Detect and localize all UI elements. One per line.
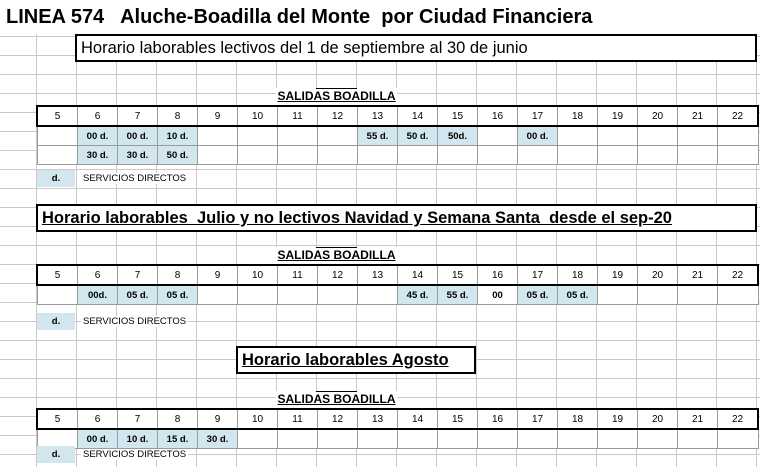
hour-cell: 11 — [278, 409, 318, 429]
empty-cell — [318, 146, 358, 165]
hour-cell: 17 — [518, 409, 558, 429]
empty-cell — [638, 126, 678, 146]
section-3-salidas-label: SALIDAS BOADILLA — [277, 392, 396, 406]
empty-cell — [638, 146, 678, 165]
hour-cell: 9 — [198, 409, 238, 429]
hour-cell: 8 — [158, 265, 198, 285]
empty-cell — [718, 429, 759, 449]
departure-cell: 00 d. — [518, 126, 558, 146]
section-2-table — [36, 264, 759, 305]
empty-cell — [198, 146, 238, 165]
hour-cell: 12 — [318, 265, 358, 285]
hour-cell: 20 — [638, 106, 678, 126]
empty-cell — [238, 285, 278, 305]
empty-cell — [638, 285, 678, 305]
empty-cell — [358, 146, 398, 165]
hour-cell: 7 — [118, 265, 158, 285]
hour-cell: 14 — [398, 106, 438, 126]
departure-cell: 10 d. — [118, 429, 158, 449]
hour-cell: 21 — [678, 409, 718, 429]
hour-cell: 18 — [558, 409, 598, 429]
empty-cell — [478, 146, 518, 165]
hour-cell: 14 — [398, 265, 438, 285]
section-3-heading: Horario laborables Agosto — [236, 346, 476, 374]
departure-cell: 30 d. — [78, 146, 118, 165]
empty-cell — [318, 126, 358, 146]
hour-cell: 22 — [718, 409, 759, 429]
empty-cell — [278, 146, 318, 165]
empty-cell — [278, 126, 318, 146]
section-3-hours-row — [37, 409, 758, 429]
departure-cell: 05 d. — [118, 285, 158, 305]
hour-cell: 6 — [78, 265, 118, 285]
empty-cell — [478, 126, 518, 146]
empty-cell — [518, 429, 558, 449]
legend-text: SERVICIOS DIRECTOS — [83, 172, 187, 184]
hour-cell: 20 — [638, 409, 678, 429]
hour-cell: 19 — [598, 409, 638, 429]
legend-text: SERVICIOS DIRECTOS — [83, 448, 187, 460]
departure-cell: 05 d. — [518, 285, 558, 305]
hour-cell: 5 — [37, 265, 78, 285]
section-2-departures-row-1 — [37, 285, 758, 305]
hour-cell: 10 — [238, 409, 278, 429]
hour-cell: 19 — [598, 106, 638, 126]
empty-cell — [198, 126, 238, 146]
section-1-departures-row-2 — [37, 146, 758, 165]
hour-cell: 5 — [37, 106, 78, 126]
empty-cell — [478, 429, 518, 449]
legend-direct-swatch: d. — [37, 446, 75, 463]
hour-cell: 13 — [358, 106, 398, 126]
hour-cell: 9 — [198, 265, 238, 285]
hour-cell: 10 — [238, 106, 278, 126]
section-2-legend — [37, 312, 188, 330]
hour-cell: 17 — [518, 265, 558, 285]
empty-cell — [598, 429, 638, 449]
hour-cell: 19 — [598, 265, 638, 285]
empty-cell — [438, 429, 478, 449]
hour-cell: 9 — [198, 106, 238, 126]
departure-cell: 55 d. — [358, 126, 398, 146]
empty-cell — [358, 429, 398, 449]
hour-cell: 18 — [558, 106, 598, 126]
hour-cell: 11 — [278, 265, 318, 285]
empty-cell — [598, 285, 638, 305]
empty-cell — [398, 429, 438, 449]
empty-cell — [278, 429, 318, 449]
hour-cell: 16 — [478, 265, 518, 285]
section-1-table — [36, 105, 759, 165]
section-1-heading: Horario laborables lectivos del 1 de septiembre al 30 de junio — [75, 34, 757, 62]
section-2-heading: Horario laborables Julio y no lectivos Navidad y Semana Santa desde el sep-20 — [36, 204, 757, 232]
empty-cell — [598, 126, 638, 146]
hour-cell: 10 — [238, 265, 278, 285]
hour-cell: 11 — [278, 106, 318, 126]
empty-cell — [438, 146, 478, 165]
departure-cell: 10 d. — [158, 126, 198, 146]
departure-cell: 50 d. — [158, 146, 198, 165]
hour-cell: 21 — [678, 106, 718, 126]
empty-cell — [558, 146, 598, 165]
legend-text: SERVICIOS DIRECTOS — [83, 315, 187, 327]
hour-cell: 12 — [318, 106, 358, 126]
hour-cell: 7 — [118, 106, 158, 126]
hour-cell: 20 — [638, 265, 678, 285]
hour-cell: 8 — [158, 409, 198, 429]
empty-cell — [358, 285, 398, 305]
section-1-departures-row-1 — [37, 126, 758, 146]
departure-cell: 00 d. — [78, 126, 118, 146]
empty-cell — [238, 146, 278, 165]
departure-cell: 05 d. — [158, 285, 198, 305]
section-1-hours-row — [37, 106, 758, 126]
section-2-hours-row — [37, 265, 758, 285]
section-3-table — [36, 408, 759, 449]
departure-cell: 45 d. — [398, 285, 438, 305]
empty-cell — [558, 429, 598, 449]
empty-cell — [37, 126, 78, 146]
departure-cell: 00 d. — [118, 126, 158, 146]
empty-cell — [37, 146, 78, 165]
empty-cell — [398, 146, 438, 165]
departure-cell: 30 d. — [198, 429, 238, 449]
empty-cell — [638, 429, 678, 449]
departure-cell: 50 d. — [398, 126, 438, 146]
hour-cell: 13 — [358, 409, 398, 429]
empty-cell — [558, 126, 598, 146]
hour-cell: 16 — [478, 106, 518, 126]
empty-cell — [598, 146, 638, 165]
section-1-salidas-label: SALIDAS BOADILLA — [277, 89, 396, 103]
departure-cell: 00d. — [78, 285, 118, 305]
empty-cell — [718, 285, 759, 305]
hour-cell: 14 — [398, 409, 438, 429]
hour-cell: 22 — [718, 106, 759, 126]
hour-cell: 22 — [718, 265, 759, 285]
hour-cell: 18 — [558, 265, 598, 285]
empty-cell — [318, 285, 358, 305]
hour-cell: 13 — [358, 265, 398, 285]
legend-direct-swatch: d. — [37, 313, 75, 330]
hour-cell: 15 — [438, 106, 478, 126]
empty-cell — [678, 146, 718, 165]
legend-direct-swatch: d. — [37, 170, 75, 187]
departure-cell: 05 d. — [558, 285, 598, 305]
departure-cell: 55 d. — [438, 285, 478, 305]
hour-cell: 12 — [318, 409, 358, 429]
hour-cell: 21 — [678, 265, 718, 285]
empty-cell — [718, 126, 759, 146]
empty-cell — [37, 285, 78, 305]
departure-cell: 15 d. — [158, 429, 198, 449]
empty-cell — [318, 429, 358, 449]
empty-cell — [678, 429, 718, 449]
hour-cell: 16 — [478, 409, 518, 429]
empty-cell — [238, 126, 278, 146]
hour-cell: 17 — [518, 106, 558, 126]
hour-cell: 6 — [78, 106, 118, 126]
hour-cell: 15 — [438, 409, 478, 429]
empty-cell — [278, 285, 318, 305]
empty-cell — [718, 146, 759, 165]
empty-cell — [238, 429, 278, 449]
hour-cell: 6 — [78, 409, 118, 429]
hour-cell: 8 — [158, 106, 198, 126]
section-1-legend — [37, 169, 188, 187]
empty-cell — [678, 285, 718, 305]
hour-cell: 5 — [37, 409, 78, 429]
empty-cell — [678, 126, 718, 146]
departure-cell: 00 — [478, 285, 518, 305]
empty-cell — [518, 146, 558, 165]
page-title: LINEA 574 Aluche-Boadilla del Monte por Ciudad Financiera — [0, 0, 760, 34]
departure-cell: 30 d. — [118, 146, 158, 165]
section-2-salidas-label: SALIDAS BOADILLA — [277, 248, 396, 262]
empty-cell — [198, 285, 238, 305]
hour-cell: 7 — [118, 409, 158, 429]
departure-cell: 50d. — [438, 126, 478, 146]
hour-cell: 15 — [438, 265, 478, 285]
departure-cell: 00 d. — [78, 429, 118, 449]
section-3-legend — [37, 445, 188, 463]
